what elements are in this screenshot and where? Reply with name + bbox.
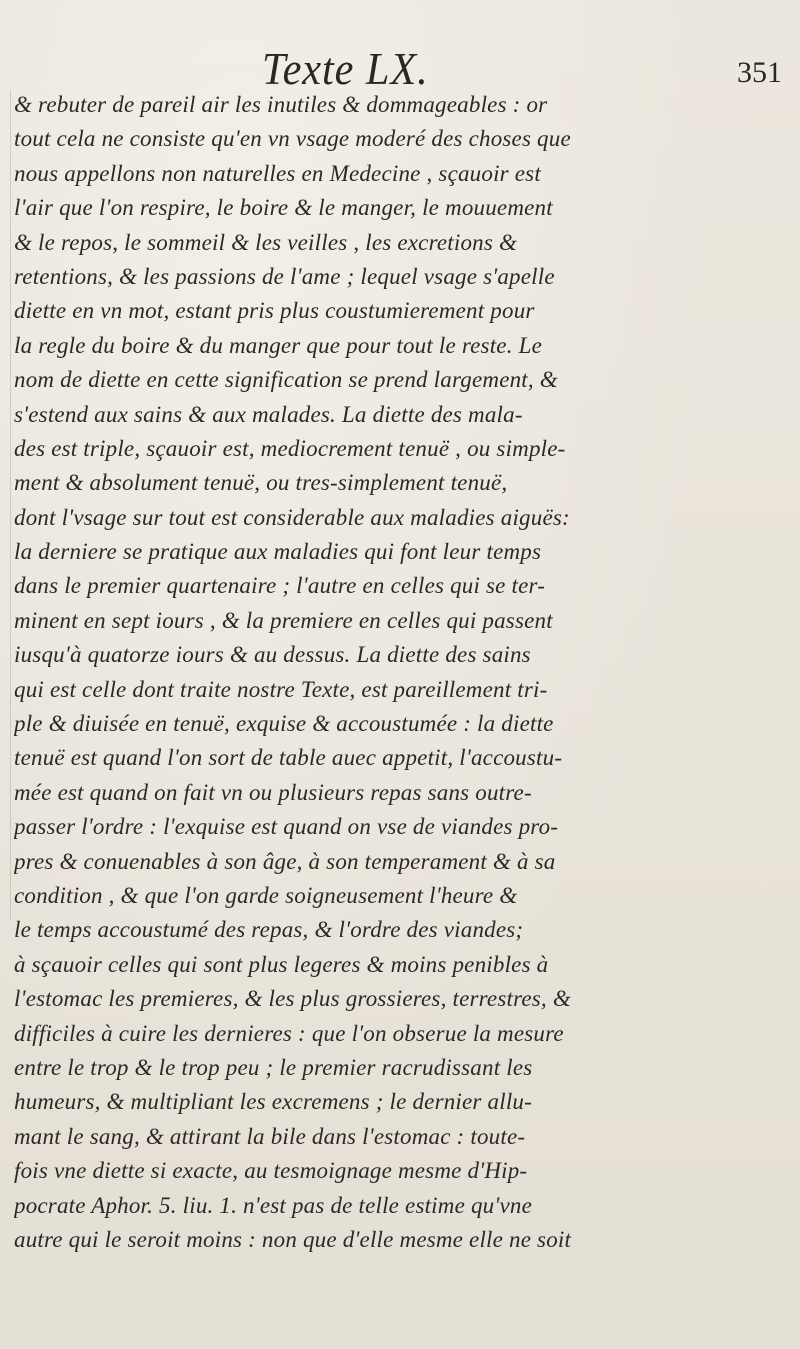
page-number: 351 — [737, 56, 782, 89]
text-line: ple & diuisée en tenuë, exquise & accoustumée : la diette — [14, 711, 554, 737]
text-line: à sçauoir celles qui sont plus legeres & moins penibles à — [14, 951, 549, 977]
text-line: tout cela ne consiste qu'en vn vsage moderé des choses que — [14, 126, 571, 152]
text-line: des est triple, sçauoir est, mediocrement tenuë , ou simple- — [14, 435, 566, 461]
text-line: entre le trop & le trop peu ; le premier racrudissant les — [14, 1054, 533, 1080]
text-line: fois vne diette si exacte, au tesmoignage mesme d'Hip- — [14, 1158, 528, 1184]
text-line: ment & absolument tenuë, ou tres-simplement tenuë, — [14, 470, 508, 496]
page-gutter-edge — [10, 90, 11, 920]
text-line: l'air que l'on respire, le boire & le manger, le mouuement — [14, 195, 553, 221]
text-line: difficiles à cuire les dernieres : que l'on obserue la mesure — [14, 1020, 564, 1046]
running-title: Texte LX. — [262, 43, 429, 94]
text-line: dont l'vsage sur tout est considerable aux maladies aiguës: — [14, 504, 570, 530]
text-line: qui est celle dont traite nostre Texte, est pareillement tri- — [14, 676, 548, 702]
text-line: mant le sang, & attirant la bile dans l'estomac : toute- — [14, 1123, 526, 1149]
text-line: l'estomac les premieres, & les plus grossieres, terrestres, & — [14, 986, 571, 1012]
text-line: diette en vn mot, estant pris plus coustumierement pour — [14, 298, 535, 324]
text-line: mée est quand on fait vn ou plusieurs repas sans outre- — [14, 779, 532, 805]
text-line: iusqu'à quatorze iours & au dessus. La diette des sains — [14, 642, 531, 668]
text-line: nous appellons non naturelles en Medecine , sçauoir est — [14, 160, 541, 186]
text-line: & le repos, le sommeil & les veilles , les excretions & — [14, 229, 518, 255]
text-line: tenuë est quand l'on sort de table auec appetit, l'accoustu- — [14, 745, 563, 771]
text-line: passer l'ordre : l'exquise est quand on vse de viandes pro- — [14, 814, 559, 840]
text-line: le temps accoustumé des repas, & l'ordre des viandes; — [14, 917, 524, 943]
text-line: dans le premier quartenaire ; l'autre en celles qui se ter- — [14, 573, 546, 599]
text-line: nom de diette en cette signification se prend largement, & — [14, 367, 558, 393]
text-line: condition , & que l'on garde soigneusement l'heure & — [14, 882, 518, 908]
text-line: pres & conuenables à son âge, à son temperament & à sa — [14, 848, 556, 874]
text-line: & rebuter de pareil air les inutiles & dommageables : or — [14, 92, 548, 117]
text-line: la regle du boire & du manger que pour tout le reste. Le — [14, 332, 542, 358]
text-line: s'estend aux sains & aux malades. La diette des mala- — [14, 401, 523, 427]
text-line: la derniere se pratique aux maladies qui font leur temps — [14, 539, 542, 565]
text-line: minent en sept iours , & la premiere en celles qui passent — [14, 607, 553, 633]
text-line: autre qui le seroit moins : non que d'elle mesme elle ne soit — [14, 1226, 572, 1252]
text-line: humeurs, & multipliant les excremens ; le dernier allu- — [14, 1089, 532, 1115]
body-text — [14, 88, 786, 1257]
text-line: pocrate Aphor. 5. liu. 1. n'est pas de telle estime qu'vne — [14, 1192, 532, 1218]
text-line: retentions, & les passions de l'ame ; lequel vsage s'apelle — [14, 263, 555, 289]
